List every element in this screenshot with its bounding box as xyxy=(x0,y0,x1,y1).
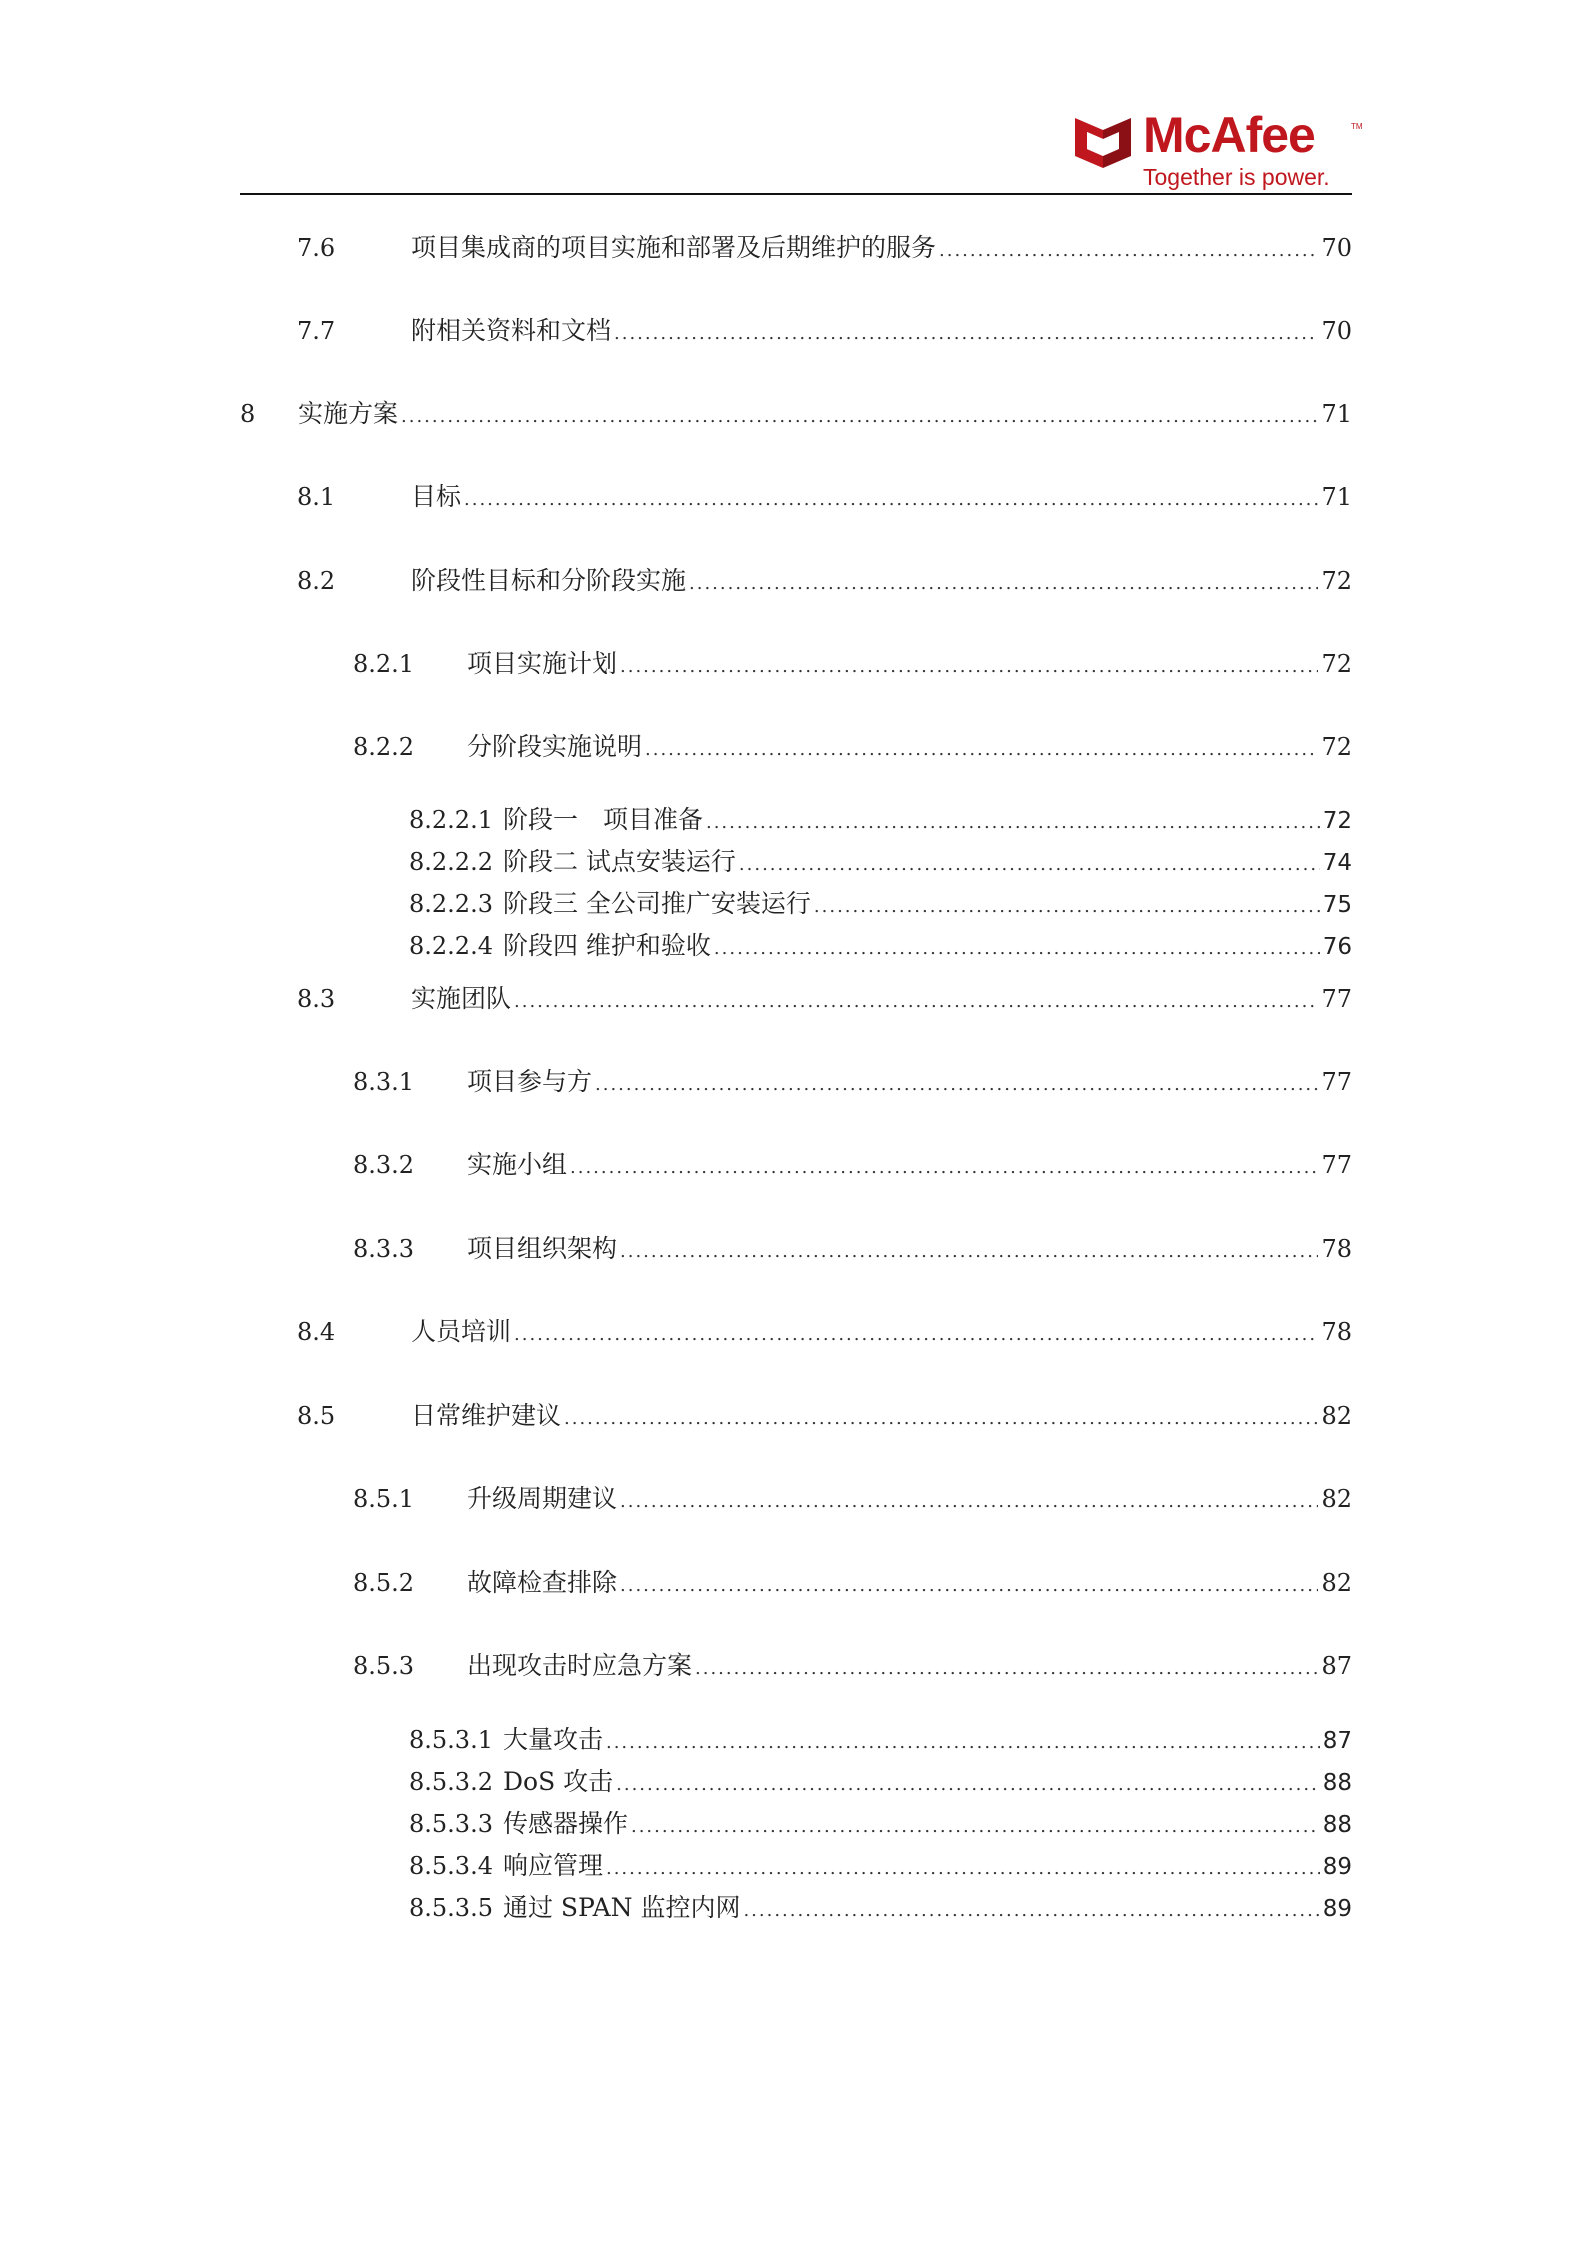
toc-entry[interactable] xyxy=(409,800,1352,834)
toc-title: 分阶段实施说明 xyxy=(467,732,643,761)
dot-leader xyxy=(706,812,1320,833)
toc-entry[interactable] xyxy=(353,1563,1352,1597)
toc-title: 日常维护建议 xyxy=(411,1401,562,1430)
toc-entry[interactable] xyxy=(297,228,1352,262)
toc-number: 8.5.2 xyxy=(353,1569,415,1597)
dot-leader xyxy=(614,323,1318,344)
brand-tagline: Together is power. xyxy=(1143,164,1330,190)
dot-leader xyxy=(464,489,1318,510)
toc-page: 74 xyxy=(1322,850,1352,876)
toc-title: 阶段一 项目准备 xyxy=(502,805,703,834)
toc-entry[interactable] xyxy=(297,1396,1352,1430)
toc-entry[interactable] xyxy=(297,561,1352,595)
dot-leader xyxy=(739,854,1320,875)
toc-number: 8 xyxy=(240,400,256,428)
toc-entry[interactable] xyxy=(409,1846,1352,1880)
toc-entry[interactable] xyxy=(409,1762,1352,1796)
dot-leader xyxy=(514,991,1318,1012)
toc-page: 72 xyxy=(1321,650,1352,678)
dot-leader xyxy=(620,1575,1318,1596)
toc-title: 项目参与方 xyxy=(467,1067,593,1096)
toc-entry[interactable] xyxy=(297,311,1352,345)
toc-number: 8.2.2.1 xyxy=(409,806,493,834)
toc-page: 72 xyxy=(1321,733,1352,761)
dot-leader xyxy=(620,656,1318,677)
toc-title: 响应管理 xyxy=(502,1851,603,1880)
dot-leader xyxy=(714,938,1320,959)
toc-title: 阶段三 全公司推广安装运行 xyxy=(502,889,811,918)
toc-title: 大量攻击 xyxy=(502,1725,603,1754)
toc-entry[interactable] xyxy=(297,979,1352,1013)
toc-entry[interactable] xyxy=(353,1145,1352,1179)
toc-page: 82 xyxy=(1321,1569,1352,1597)
toc-title: 附相关资料和文档 xyxy=(411,316,612,345)
toc-page: 88 xyxy=(1322,1812,1352,1838)
toc-entry[interactable] xyxy=(297,1312,1352,1346)
toc-number: 8.3 xyxy=(297,985,336,1013)
toc-page: 88 xyxy=(1322,1770,1352,1796)
toc-title: 实施小组 xyxy=(467,1150,568,1179)
toc-number: 8.5 xyxy=(297,1402,336,1430)
toc-entry[interactable] xyxy=(353,1646,1352,1680)
brand-name: McAfee xyxy=(1143,107,1315,163)
toc-number: 8.2.2.3 xyxy=(409,890,493,918)
toc-title: 项目实施计划 xyxy=(467,649,618,678)
toc-page: 87 xyxy=(1321,1652,1352,1680)
toc-number: 8.1 xyxy=(297,483,336,511)
dot-leader xyxy=(620,1491,1318,1512)
toc-page: 72 xyxy=(1322,808,1352,834)
toc-title: 通过 SPAN 监控内网 xyxy=(502,1893,741,1922)
toc-page: 87 xyxy=(1322,1728,1352,1754)
mcafee-logo xyxy=(1075,107,1363,192)
toc-title: 项目集成商的项目实施和部署及后期维护的服务 xyxy=(411,233,937,262)
toc-title: 出现攻击时应急方案 xyxy=(467,1651,693,1680)
toc-number: 7.7 xyxy=(297,317,336,345)
toc-page: 77 xyxy=(1321,985,1352,1013)
toc-entry[interactable] xyxy=(353,727,1352,761)
toc-entry[interactable] xyxy=(353,644,1352,678)
dot-leader xyxy=(564,1408,1318,1429)
toc-page: 82 xyxy=(1321,1402,1352,1430)
toc-title: 人员培训 xyxy=(411,1317,512,1346)
toc-number: 8.5.3.4 xyxy=(409,1852,493,1880)
toc-page: 70 xyxy=(1321,317,1352,345)
toc-title: 实施团队 xyxy=(411,984,512,1013)
toc-number: 8.2.2 xyxy=(353,733,415,761)
dot-leader xyxy=(595,1074,1318,1095)
toc-entry[interactable] xyxy=(240,394,1352,428)
toc-entry[interactable] xyxy=(409,1720,1352,1754)
toc-page: 82 xyxy=(1321,1485,1352,1513)
toc-entry[interactable] xyxy=(353,1229,1352,1263)
toc-number: 8.2.1 xyxy=(353,650,415,678)
dot-leader xyxy=(689,573,1318,594)
toc-title: 故障检查排除 xyxy=(467,1568,618,1597)
dot-leader xyxy=(606,1858,1320,1879)
dot-leader xyxy=(616,1774,1320,1795)
toc-number: 8.5.3.1 xyxy=(409,1726,493,1754)
toc-title: 项目组织架构 xyxy=(467,1234,618,1263)
toc-title: 目标 xyxy=(411,482,462,511)
dot-leader xyxy=(743,1900,1319,1921)
toc-title: 阶段二 试点安装运行 xyxy=(502,847,736,876)
toc-number: 8.5.3.5 xyxy=(409,1894,493,1922)
toc-entry[interactable] xyxy=(297,477,1352,511)
toc-page: 78 xyxy=(1321,1235,1352,1263)
toc-entry[interactable] xyxy=(353,1062,1352,1096)
toc-number: 8.3.2 xyxy=(353,1151,415,1179)
toc-title: 升级周期建议 xyxy=(467,1484,618,1513)
toc-page: 71 xyxy=(1321,400,1352,428)
toc-number: 8.2.2.2 xyxy=(409,848,493,876)
toc-entry[interactable] xyxy=(409,884,1352,918)
toc-entry[interactable] xyxy=(409,1804,1352,1838)
toc-title: DoS 攻击 xyxy=(502,1767,614,1796)
dot-leader xyxy=(645,739,1318,760)
toc-number: 8.2.2.4 xyxy=(409,932,493,960)
toc-page: 71 xyxy=(1321,483,1352,511)
toc-page: 89 xyxy=(1322,1896,1352,1922)
toc-entry[interactable] xyxy=(409,842,1352,876)
toc-title: 阶段四 维护和验收 xyxy=(502,931,711,960)
header-divider xyxy=(240,193,1352,195)
dot-leader xyxy=(939,240,1318,261)
toc-entry[interactable] xyxy=(353,1479,1352,1513)
toc-number: 8.3.1 xyxy=(353,1068,415,1096)
toc-title: 实施方案 xyxy=(298,399,399,428)
toc-title: 传感器操作 xyxy=(502,1809,628,1838)
dot-leader xyxy=(620,1241,1318,1262)
dot-leader xyxy=(695,1658,1318,1679)
toc-page: 89 xyxy=(1322,1854,1352,1880)
toc-page: 70 xyxy=(1321,234,1352,262)
toc-page: 75 xyxy=(1322,892,1352,918)
toc-number: 8.5.3.3 xyxy=(409,1810,493,1838)
toc-page: 77 xyxy=(1321,1068,1352,1096)
dot-leader xyxy=(606,1732,1320,1753)
toc-page: 77 xyxy=(1321,1151,1352,1179)
toc-number: 8.5.1 xyxy=(353,1485,415,1513)
toc-entry[interactable] xyxy=(409,926,1352,960)
toc-number: 8.5.3 xyxy=(353,1652,415,1680)
dot-leader xyxy=(814,896,1320,917)
dot-leader xyxy=(570,1157,1318,1178)
dot-leader xyxy=(631,1816,1320,1837)
toc-title: 阶段性目标和分阶段实施 xyxy=(411,566,687,595)
toc-page: 76 xyxy=(1322,934,1352,960)
shield-logo-icon xyxy=(1075,116,1131,168)
toc-page: 78 xyxy=(1321,1318,1352,1346)
trademark: TM xyxy=(1351,122,1363,131)
dot-leader xyxy=(401,406,1318,427)
toc-page: 72 xyxy=(1321,567,1352,595)
toc-number: 8.4 xyxy=(297,1318,336,1346)
toc-number: 7.6 xyxy=(297,234,336,262)
toc-entry[interactable] xyxy=(409,1888,1352,1922)
dot-leader xyxy=(514,1324,1318,1345)
toc-number: 8.5.3.2 xyxy=(409,1768,493,1796)
toc-number: 8.2 xyxy=(297,567,336,595)
toc-number: 8.3.3 xyxy=(353,1235,415,1263)
